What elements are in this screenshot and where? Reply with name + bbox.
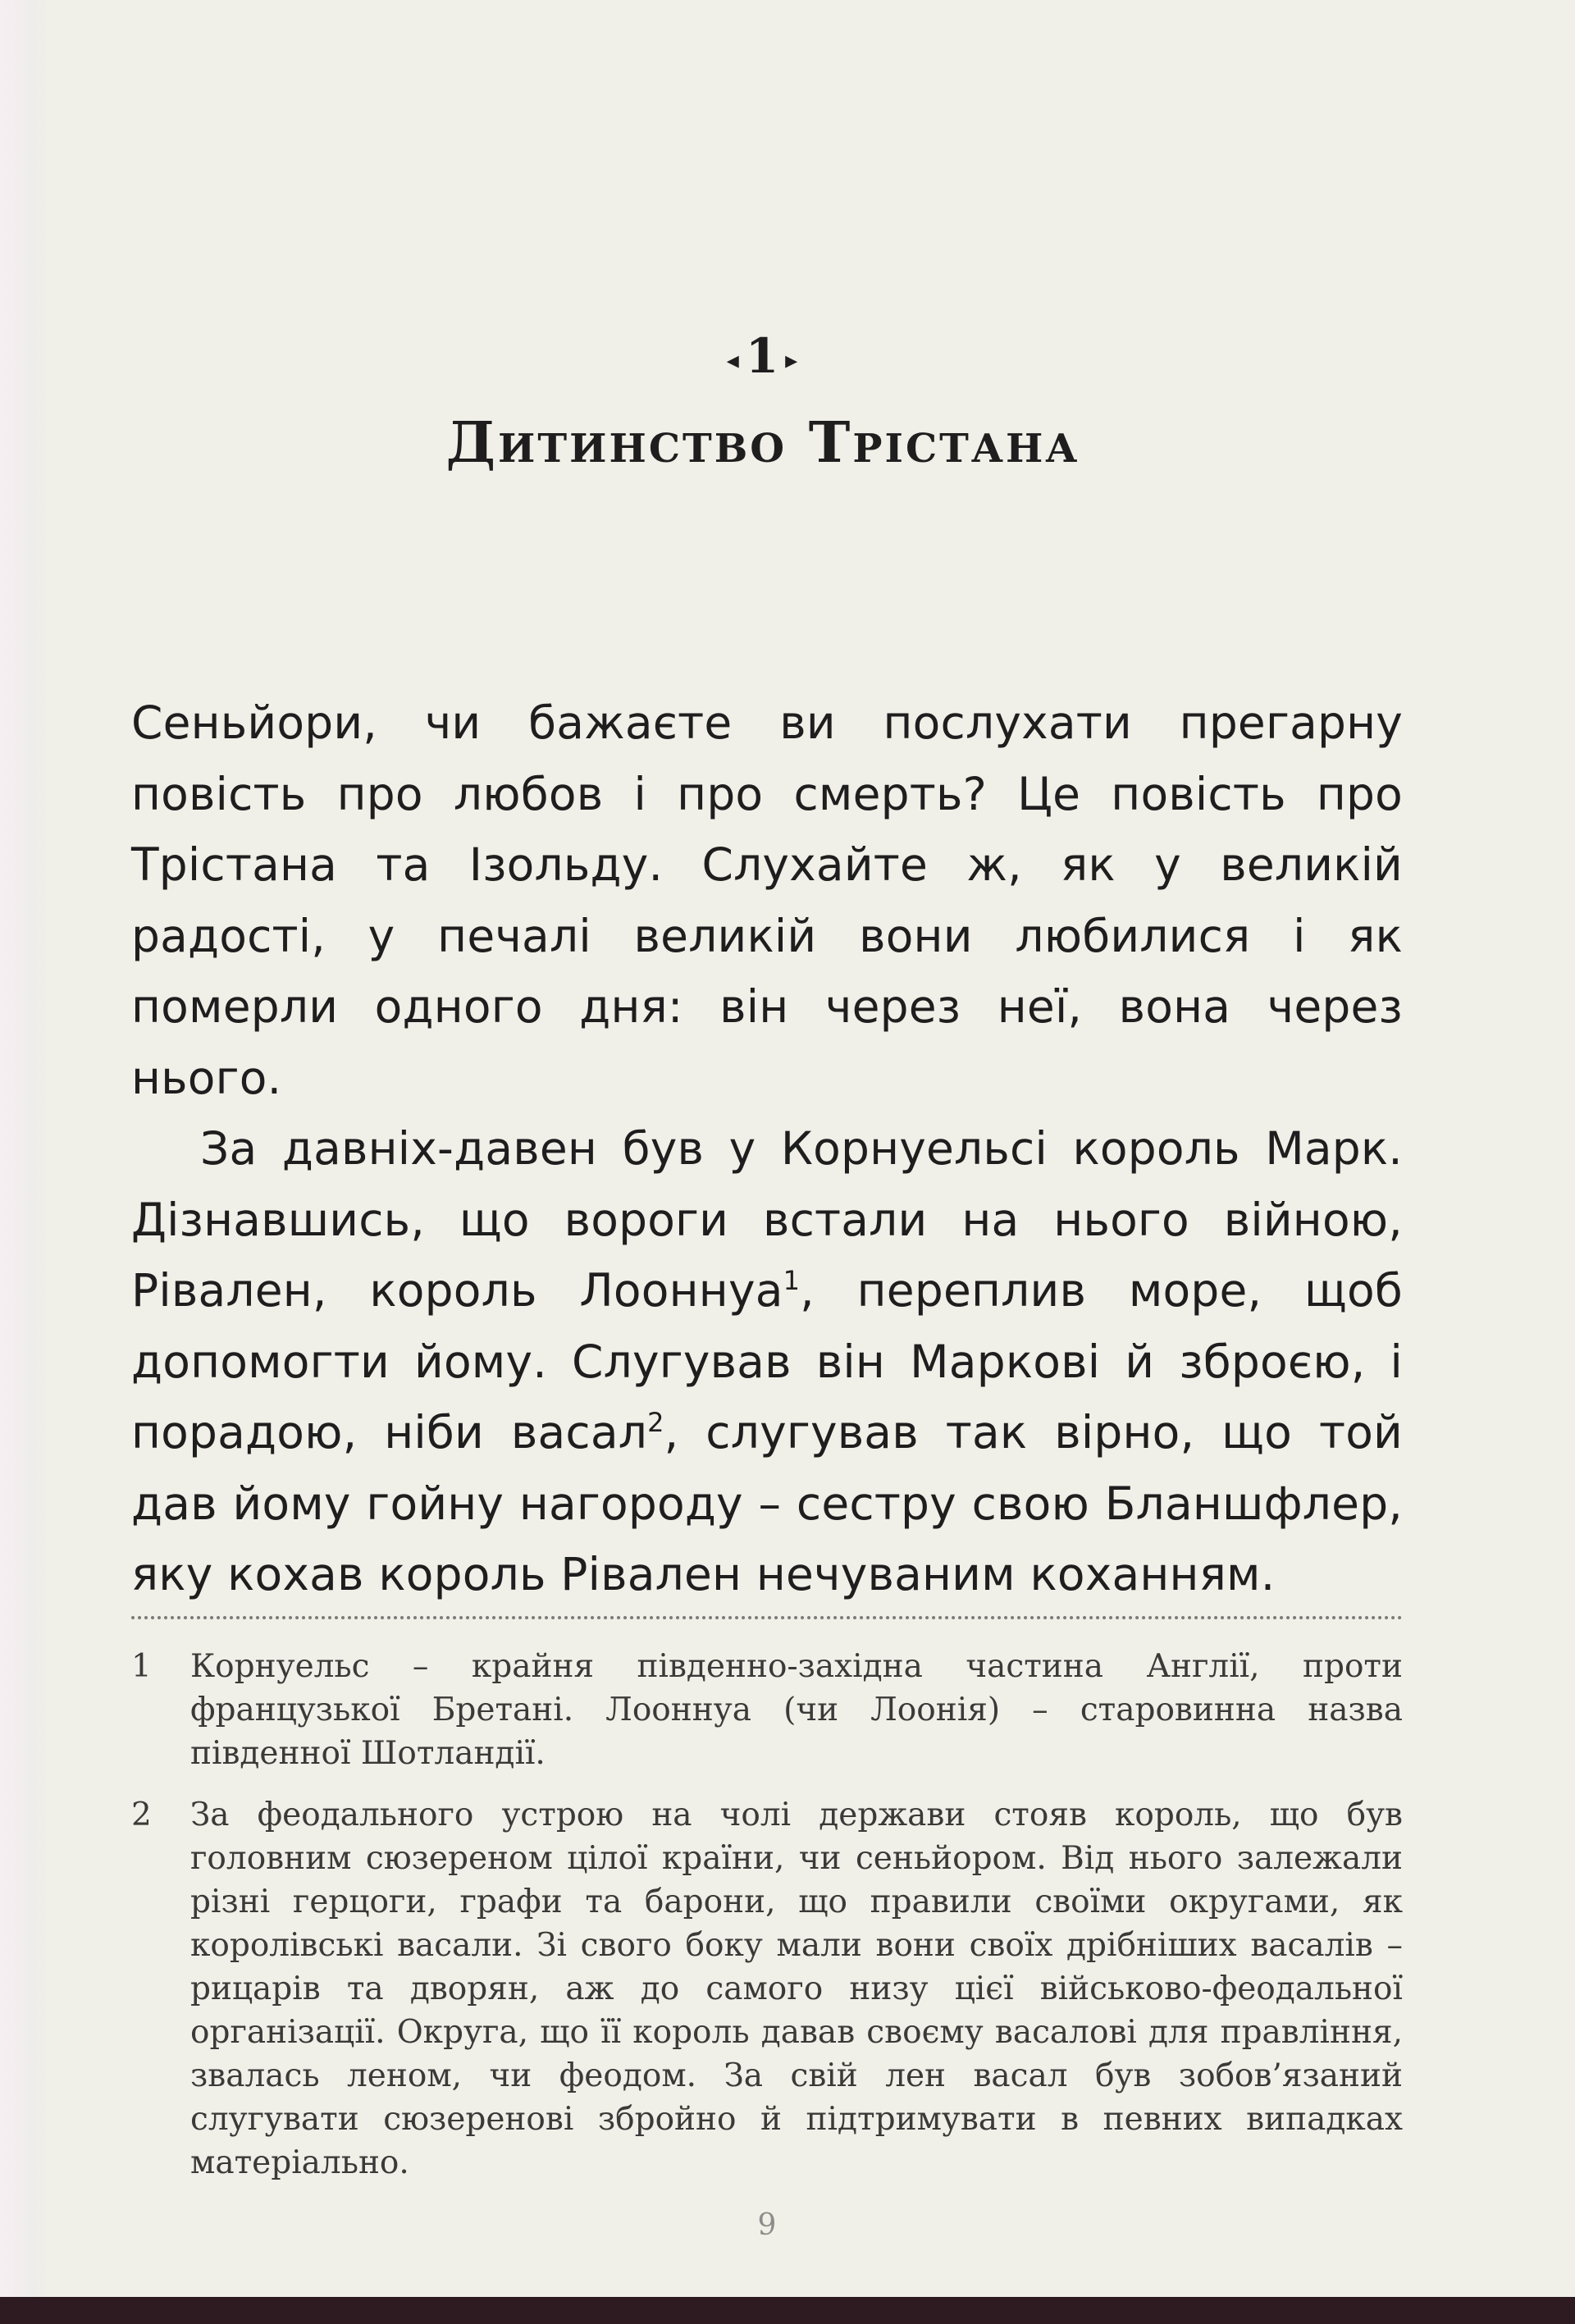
footnote-number: 1: [131, 1648, 152, 1685]
body-paragraph-2: [131, 1113, 1403, 1610]
footnote-2: [131, 1793, 1403, 2185]
body-text: [131, 687, 1403, 1610]
body-paragraph-1: Сеньйори, чи бажаєте ви послухати прегарну повість про любов і про смерть? Це повість про Трістана та Ізольду. Слухайте ж, як у великій радості, у печалі великій вони любилися і як померли одного дня: він через неї, вона через нього.: [131, 696, 1403, 1104]
footnote-text: Корнуельс – крайня південно-західна частина Англії, проти французької Бретані. Лооннуа (чи Лоонія) – старовинна назва південної Шотландії.: [190, 1648, 1403, 1772]
right-ornament-icon: ▸: [785, 345, 800, 375]
page-bottom-edge: [0, 2297, 1575, 2324]
footnotes: [131, 1645, 1403, 2203]
chapter-title: Дитинство Трістана: [445, 410, 1080, 476]
footnote-divider: [131, 1616, 1403, 1619]
footnote-1: [131, 1645, 1403, 1775]
paragraph-2-part-1: За давніх-давен був у Корнуельсі король Марк. Дізнавшись, що вороги встали на нього війною, Рівален, король Лооннуа: [131, 1122, 1403, 1317]
page-number: 9: [757, 2208, 777, 2242]
footnote-number: 2: [131, 1797, 152, 1833]
paragraph-2-part-2: , переплив море, щоб допомогти йому. Слугував він Маркові й зброєю, і порадою, ніби васал: [131, 1264, 1403, 1459]
left-ornament-icon: ◂: [726, 345, 741, 375]
footnote-ref-2: 2: [647, 1407, 664, 1438]
footnote-text: За феодального устрою на чолі держави стояв король, що був головним сюзереном цілої країни, чи сеньйором. Від нього залежали різні герцоги, графи та барони, що правили своїми округами, як королівські васали. Зі свого боку мали вони своїх дрібніших васалів – рицарів та дворян, аж до самого низу цієї військово-феодальної організації. Округа, що її король давав своєму васалові для правління, звалась леном, чи феодом. За свій лен васал був зобов’язаний слугувати сюзеренові збройно й підтримувати в певних випадках матеріально.: [190, 1797, 1403, 2181]
paragraph-2-part-3: , слугував так вірно, що той дав йому гойну нагороду – сестру свою Бланшфлер, яку кохав король Рівален нечуваним коханням.: [131, 1406, 1403, 1600]
chapter-number-value: 1: [745, 328, 781, 384]
chapter-number: [0, 328, 1526, 384]
footnote-ref-1: 1: [783, 1265, 801, 1296]
